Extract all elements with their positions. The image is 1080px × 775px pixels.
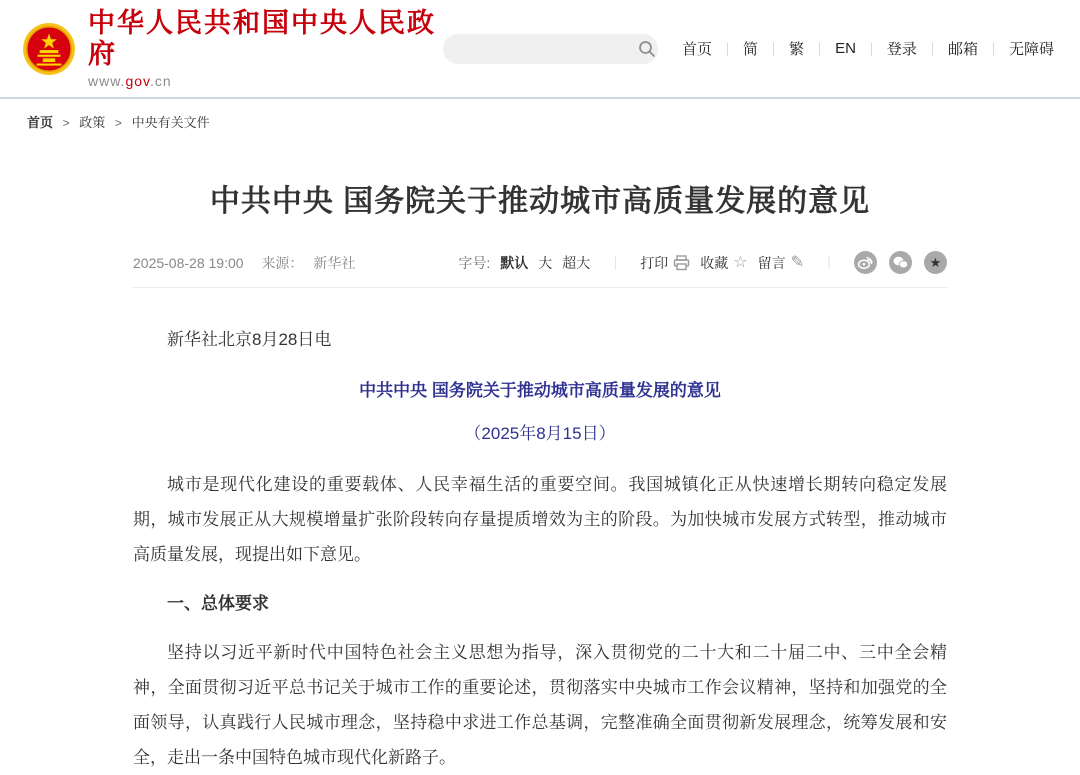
- share-favorite-button[interactable]: [924, 251, 947, 274]
- font-size-default[interactable]: 默认: [500, 254, 529, 271]
- site-url-gov: gov: [125, 73, 150, 90]
- breadcrumb-central-documents[interactable]: 中央有关文件: [131, 115, 210, 130]
- breadcrumb-separator: >: [114, 116, 122, 130]
- share-wechat-button[interactable]: [889, 251, 912, 274]
- site-url-www: www.: [88, 73, 126, 90]
- search-input[interactable]: [457, 41, 638, 57]
- pencil-icon: ✎: [790, 253, 804, 271]
- star-icon: ★: [929, 255, 942, 270]
- star-outline-icon: ☆: [733, 253, 748, 271]
- nav-simplified[interactable]: 简: [743, 41, 759, 58]
- nav-home[interactable]: 首页: [681, 41, 712, 58]
- article-meta-left: [133, 253, 355, 273]
- comment-label: 留言: [757, 254, 786, 271]
- nav-separator: ｜: [720, 42, 734, 57]
- publish-date: 2025-08-28 19:00: [133, 254, 244, 271]
- meta-separator: ｜: [608, 254, 623, 271]
- search-icon: [638, 40, 656, 58]
- main-content: [133, 176, 947, 775]
- font-size-label: 字号:: [458, 254, 491, 271]
- nav-separator: ｜: [767, 42, 781, 57]
- nav-separator: ｜: [813, 42, 827, 57]
- search-button[interactable]: [638, 40, 656, 58]
- favorite-label: 收藏: [700, 254, 729, 271]
- header-right: [443, 34, 1056, 64]
- source-label: 来源：: [261, 254, 304, 271]
- share-weibo-button[interactable]: [854, 251, 877, 274]
- breadcrumb-home[interactable]: 首页: [27, 115, 54, 130]
- site-header: [0, 0, 1080, 99]
- page-title: 中共中央 国务院关于推动城市高质量发展的意见: [209, 185, 871, 218]
- search-box[interactable]: [443, 34, 658, 64]
- font-size-large[interactable]: 大: [538, 254, 553, 271]
- document-date: （2025年8月15日）: [464, 424, 616, 443]
- comment-button[interactable]: [758, 253, 804, 273]
- font-size-xlarge[interactable]: 超大: [562, 254, 591, 271]
- nav-separator: ｜: [864, 42, 878, 57]
- article-paragraph: 城市是现代化建设的重要载体、人民幸福生活的重要空间。我国城镇化正从快速增长期转向稳定发展期，城市发展正从大规模增量扩张阶段转向存量提质增效为主的阶段。为加快城市发展方式转型，推动城市高质量发展，现提出如下意见。: [133, 475, 947, 564]
- site-title: 中华人民共和国中央人民政府: [88, 7, 436, 69]
- nav-english[interactable]: EN: [835, 40, 856, 57]
- nav-separator: ｜: [925, 42, 939, 57]
- document-title: 中共中央 国务院关于推动城市高质量发展的意见: [359, 381, 721, 400]
- header-nav: [680, 38, 1056, 59]
- article-body: [133, 288, 947, 775]
- nav-login[interactable]: 登录: [886, 41, 917, 58]
- breadcrumb-policy[interactable]: 政策: [79, 115, 106, 130]
- meta-separator: ｜: [822, 254, 836, 271]
- nav-mailbox[interactable]: 邮箱: [947, 41, 978, 58]
- national-emblem-icon: [22, 22, 76, 76]
- breadcrumb: [0, 99, 1080, 143]
- site-url-cn: .cn: [150, 73, 172, 90]
- printer-icon: [673, 255, 690, 271]
- site-logo[interactable]: [22, 8, 443, 89]
- weibo-icon: [858, 256, 873, 269]
- site-logo-text: [88, 8, 443, 89]
- article-meta-bar: [133, 251, 947, 288]
- nav-traditional[interactable]: 繁: [789, 41, 805, 58]
- favorite-button[interactable]: [700, 253, 747, 273]
- print-label: 打印: [640, 254, 669, 271]
- site-url[interactable]: [88, 73, 443, 89]
- breadcrumb-separator: >: [62, 116, 70, 130]
- section-heading: 一、总体要求: [167, 594, 269, 613]
- wechat-icon: [893, 256, 908, 269]
- nav-accessibility[interactable]: 无障碍: [1008, 41, 1054, 58]
- article-meta-right: [458, 251, 947, 274]
- article-paragraph: 坚持以习近平新时代中国特色社会主义思想为指导，深入贯彻党的二十大和二十届二中、三中全会精神，全面贯彻习近平总书记关于城市工作的重要论述，贯彻落实中央城市工作会议精神，坚持和加强党的全面领导，认真践行人民城市理念，坚持稳中求进工作总基调，完整准确全面贯彻新发展理念，统筹发展和安全，走出一条中国特色城市现代化新路子。: [133, 643, 947, 767]
- article-dateline: 新华社北京8月28日电: [167, 330, 332, 349]
- nav-separator: ｜: [986, 42, 1000, 57]
- source-link[interactable]: 新华社: [313, 254, 356, 271]
- print-button[interactable]: [640, 253, 690, 273]
